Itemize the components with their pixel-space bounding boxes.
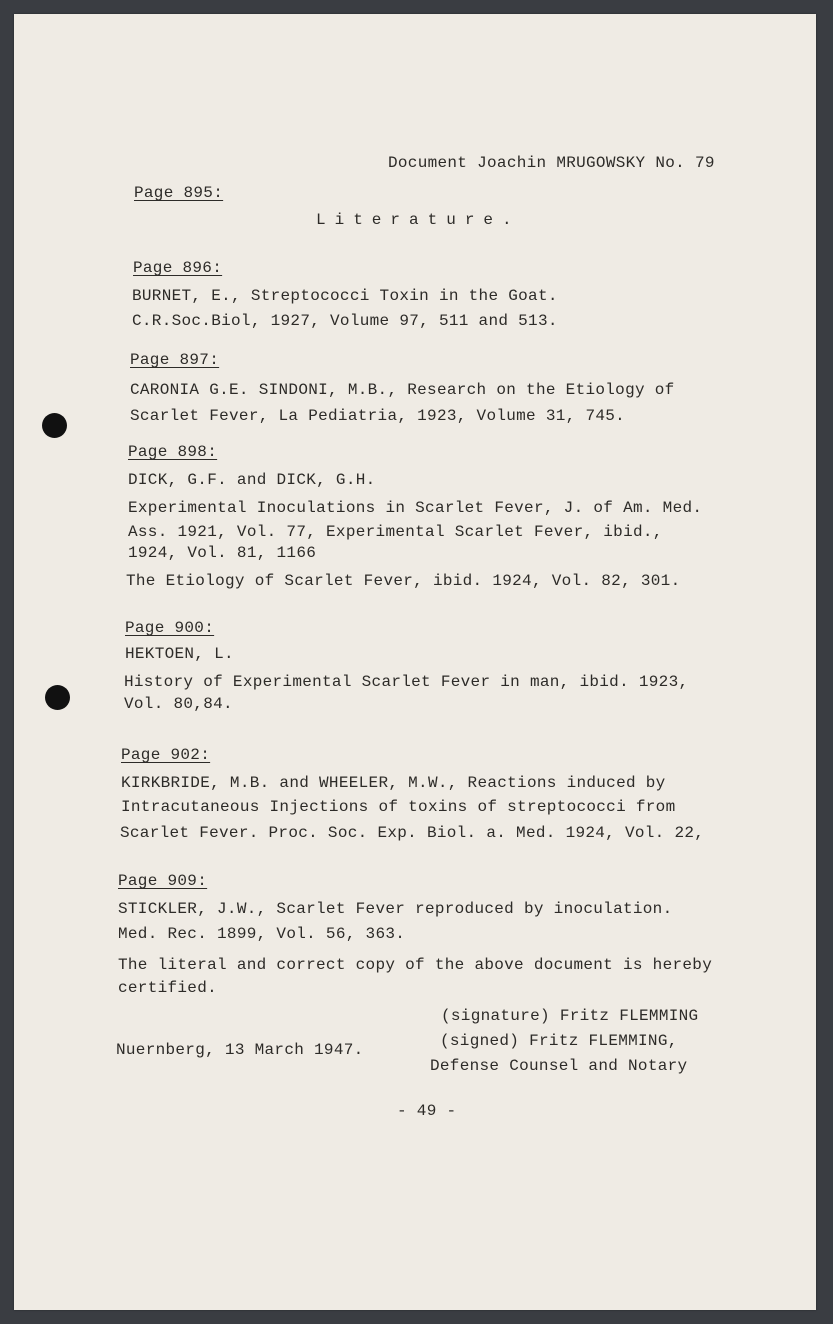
document-page <box>14 14 816 1310</box>
page-ref: Page 897: <box>130 351 220 369</box>
citation-line: STICKLER, J.W., Scarlet Fever reproduced by inoculation. <box>118 900 673 918</box>
page-number: - 49 - <box>397 1102 457 1120</box>
page-ref: Page 898: <box>128 443 218 461</box>
citation-line: CARONIA G.E. SINDONI, M.B., Research on the Etiology of <box>130 381 675 399</box>
punch-hole <box>45 685 70 710</box>
citation-line: HEKTOEN, L. <box>125 645 234 663</box>
page-title: Literature. <box>316 211 521 229</box>
punch-hole <box>42 413 67 438</box>
signature-line: (signature) Fritz FLEMMING <box>441 1007 699 1025</box>
certification-text: The literal and correct copy of the above document is hereby <box>118 956 713 974</box>
citation-line: Scarlet Fever. Proc. Soc. Exp. Biol. a. Med. 1924, Vol. 22, <box>120 824 705 842</box>
citation-line: C.R.Soc.Biol, 1927, Volume 97, 511 and 513. <box>132 312 558 330</box>
place-date: Nuernberg, 13 March 1947. <box>116 1041 364 1059</box>
citation-line: Med. Rec. 1899, Vol. 56, 363. <box>118 925 406 943</box>
signature-line: (signed) Fritz FLEMMING, <box>440 1032 678 1050</box>
citation-line: Vol. 80,84. <box>124 695 233 713</box>
citation-line: KIRKBRIDE, M.B. and WHEELER, M.W., Reactions induced by <box>121 774 666 792</box>
citation-line: DICK, G.F. and DICK, G.H. <box>128 471 376 489</box>
citation-line: Intracutaneous Injections of toxins of streptococci from <box>121 798 676 816</box>
page-ref: Page 902: <box>121 746 211 764</box>
citation-line: Experimental Inoculations in Scarlet Fever, J. of Am. Med. <box>128 499 703 517</box>
citation-line: BURNET, E., Streptococci Toxin in the Goat. <box>132 287 558 305</box>
citation-line: The Etiology of Scarlet Fever, ibid. 1924, Vol. 82, 301. <box>126 572 681 590</box>
page-ref: Page 909: <box>118 872 208 890</box>
signature-line: Defense Counsel and Notary <box>430 1057 688 1075</box>
page-ref: Page 895: <box>134 184 224 202</box>
page-ref: Page 900: <box>125 619 215 637</box>
citation-line: Ass. 1921, Vol. 77, Experimental Scarlet Fever, ibid., <box>128 523 663 541</box>
citation-line: History of Experimental Scarlet Fever in man, ibid. 1923, <box>124 673 689 691</box>
citation-line: Scarlet Fever, La Pediatria, 1923, Volume 31, 745. <box>130 407 626 425</box>
page-ref: Page 896: <box>133 259 223 277</box>
document-reference: Document Joachin MRUGOWSKY No. 79 <box>388 154 715 172</box>
citation-line: 1924, Vol. 81, 1166 <box>128 544 317 562</box>
certification-text: certified. <box>118 979 218 997</box>
